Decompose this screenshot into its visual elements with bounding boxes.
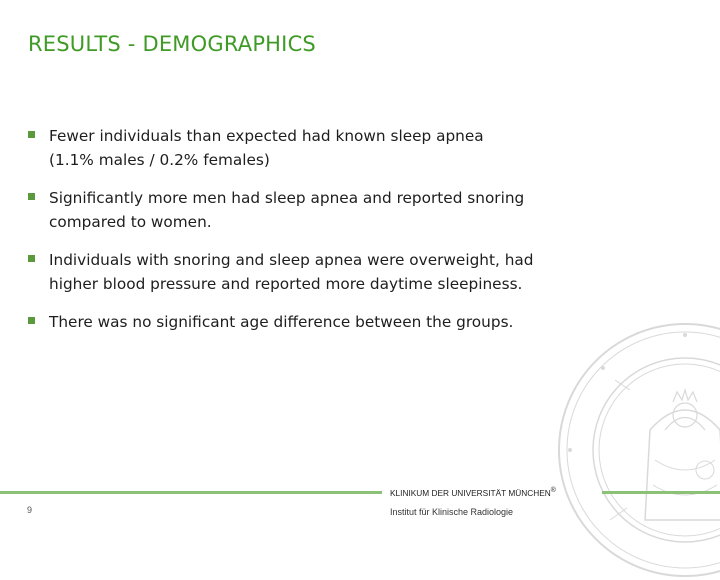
- footer-divider-right: [602, 491, 720, 494]
- bullet-text-line: Significantly more men had sleep apnea and reported snoring: [49, 189, 525, 207]
- square-bullet-icon: [28, 255, 35, 262]
- institute-name: Institut für Klinische Radiologie: [390, 507, 514, 517]
- square-bullet-icon: [28, 317, 35, 324]
- footer-divider-left: [0, 491, 382, 494]
- slide-title: RESULTS - DEMOGRAPHICS: [28, 32, 316, 56]
- university-seal-watermark: [555, 320, 720, 580]
- registered-mark: ®: [550, 487, 556, 494]
- bullet-item: [28, 248, 648, 296]
- square-bullet-icon: [28, 193, 35, 200]
- bullet-item: [28, 124, 648, 172]
- square-bullet-icon: [28, 131, 35, 138]
- bullet-text-line: (1.1% males / 0.2% females): [49, 151, 270, 169]
- bullet-text-line: Fewer individuals than expected had known sleep apnea: [49, 127, 484, 145]
- bullet-text-line: There was no significant age difference between the groups.: [49, 313, 514, 331]
- clinic-name: [390, 487, 556, 498]
- clinic-name-text: KLINIKUM DER UNIVERSITÄT MÜNCHEN: [390, 487, 551, 498]
- bullet-text-line: Individuals with snoring and sleep apnea were overweight, had: [49, 251, 534, 269]
- page-number: 9: [27, 505, 33, 515]
- bullet-text-line: compared to women.: [49, 213, 212, 231]
- bullet-item: [28, 186, 648, 234]
- bullet-list: [28, 124, 648, 348]
- bullet-text-line: higher blood pressure and reported more daytime sleepiness.: [49, 275, 523, 293]
